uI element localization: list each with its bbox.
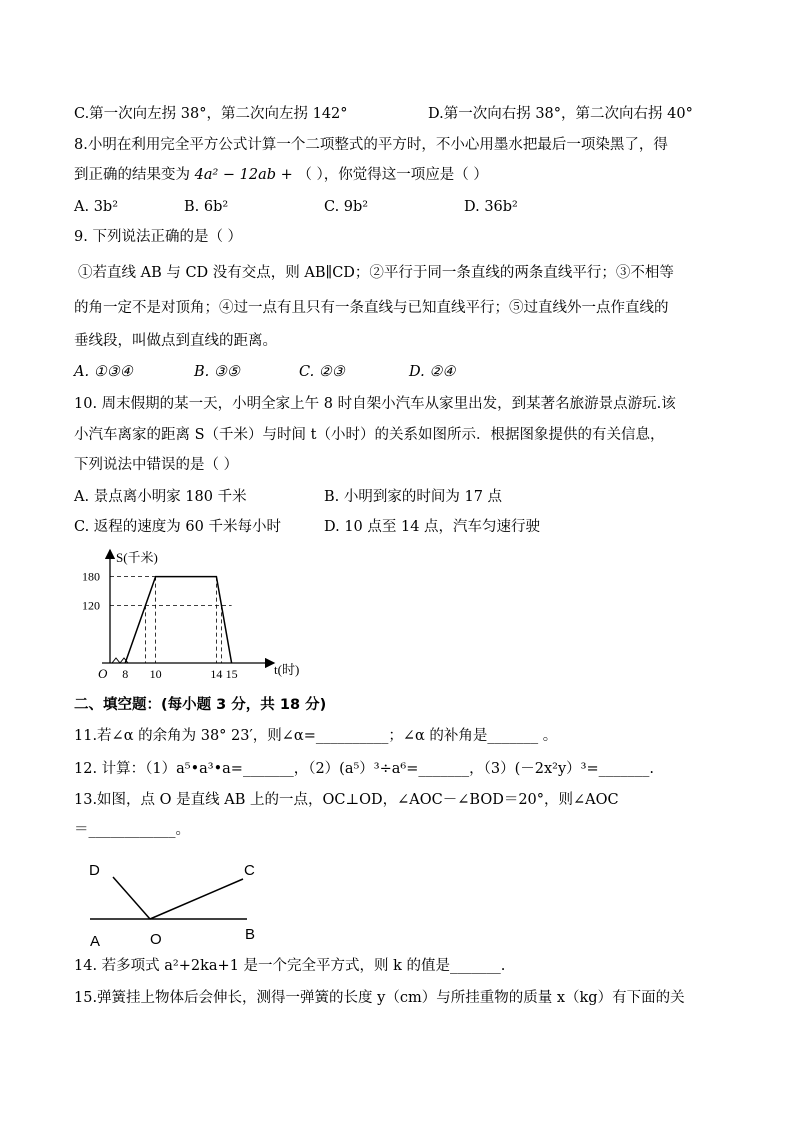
q8-line2 [74,165,488,185]
q9-option-b: B. ③⑤ [194,364,240,380]
q8-line2-pre: 到正确的结果变为 [74,167,190,183]
x-tick-label: 14 [210,667,223,681]
y-tick-label: 180 [82,569,100,584]
q9-line1: ①若直线 AB 与 CD 没有交点，则 AB∥CD；②平行于同一条直线的两条直线平行；③不相等 [78,265,674,281]
q10-option-d: D. 10 点至 14 点，汽车匀速行驶 [324,519,541,535]
q13-line1: 13.如图，点 O 是直线 AB 上的一点，OC⊥OD，∠AOC－∠BOD＝20°，则∠AOC [74,792,619,808]
q9-option-d: D. ②④ [409,364,456,380]
q7-option-c: C.第一次向左拐 38°，第二次向左拐 142° [74,106,348,122]
y-tick-label: 120 [82,598,100,613]
q8-option-c: C. 9b² [324,199,369,215]
x-tick-label: 10 [149,667,162,681]
x-axis-label: t(时) [274,662,300,677]
q8-expression: 4a² − 12ab + [194,167,293,183]
point-label-d: D [89,862,100,879]
q10-option-a: A. 景点离小明家 180 千米 [74,489,247,505]
y-axis-label: S(千米) [116,550,158,565]
q13-line2: ＝____________。 [74,822,190,838]
q8-option-b: B. 6b² [184,199,229,215]
q11-text: 11.若∠α 的余角为 38° 23′，则∠α=__________；∠α 的补角是_______ 。 [74,728,558,744]
series-line [125,577,231,663]
point-label-a: A [90,933,101,950]
point-label-o: O [150,931,162,948]
q15-text: 15.弹簧挂上物体后会伸长，测得一弹簧的长度 y（cm）与所挂重物的质量 x（kg）有下面的关 [74,990,685,1006]
point-label-b: B [245,926,256,943]
q12-text: 12. 计算：（1）a⁵•a³•a=_______，（2）(a⁵）³÷a⁶=_______，（3）(－2x²y）³=_______. [74,761,654,777]
q8-line1: 8.小明在利用完全平方公式计算一个二项整式的平方时，不小心用墨水把最后一项染黑了，得 [74,137,668,153]
x-tick-label: 15 [225,667,238,681]
q10-line1: 10. 周末假期的某一天，小明全家上午 8 时自架小汽车从家里出发，到某著名旅游景点游玩.该 [74,396,676,412]
ray-od [113,877,150,919]
q9-option-c: C. ②③ [299,364,345,380]
point-label-c: C [244,862,255,879]
q10-option-c: C. 返程的速度为 60 千米每小时 [74,519,281,535]
q7-option-d: D.第一次向右拐 38°，第二次向右拐 40° [428,106,693,122]
q10-line3: 下列说法中错误的是（ ） [74,457,239,473]
x-tick-label: 8 [122,667,129,681]
q9-line2: 的角一定不是对顶角；④过一点有且只有一条直线与已知直线平行；⑤过直线外一点作直线的 [74,300,669,316]
origin-label: O [98,666,108,681]
q8-line2-post: （ ），你觉得这一项应是（ ） [297,167,488,183]
angle-figure [80,855,280,950]
q8-option-a: A. 3b² [74,199,119,215]
q10-option-b: B. 小明到家的时间为 17 点 [324,489,503,505]
q14-text: 14. 若多项式 a²+2ka+1 是一个完全平方式，则 k 的值是_______. [74,958,506,974]
q9-line3: 垂线段，叫做点到直线的距离。 [74,333,277,349]
q9-title: 9. 下列说法正确的是（ ） [74,229,243,245]
distance-time-graph [74,542,304,684]
q10-line2: 小汽车离家的距离 S（千米）与时间 t（小时）的关系如图所示．根据图象提供的有关信息， [74,427,665,443]
q9-option-a: A. ①③④ [74,364,133,380]
ray-oc [150,879,243,919]
section-2-heading: 二、填空题：(每小题 3 分，共 18 分) [74,697,327,713]
q8-option-d: D. 36b² [464,199,518,215]
